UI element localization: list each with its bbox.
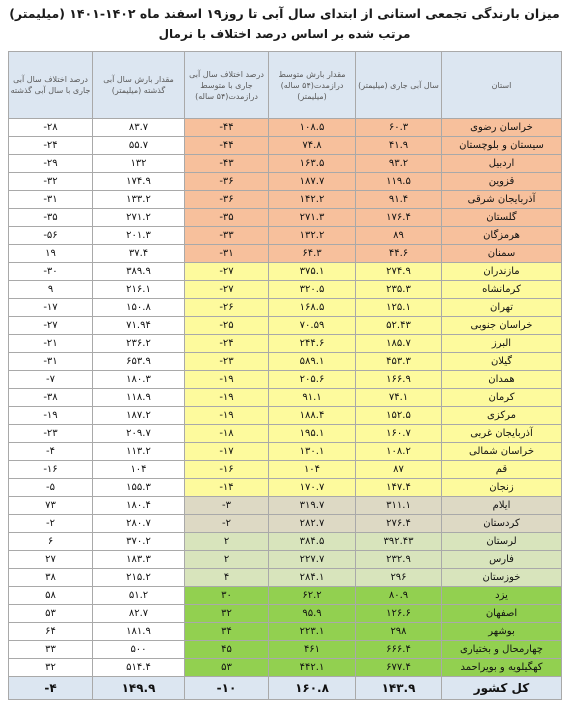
diff-normal-cell: -۲ [185,515,269,533]
diff-last-year-cell: -۲۸ [9,119,93,137]
header-current: سال آبی جاری (میلیمتر) [356,52,442,119]
province-cell: زنجان [442,479,562,497]
last-year-cell: ۱۰۴ [93,461,185,479]
normal-cell: ۵۸۹.۱ [269,353,356,371]
last-year-cell: ۳۸۹.۹ [93,263,185,281]
diff-last-year-cell: ۶۴ [9,623,93,641]
current-cell: ۱۰۸.۲ [356,443,442,461]
province-cell: اردبیل [442,155,562,173]
province-cell: کرمان [442,389,562,407]
province-cell: آذربایجان غربی [442,425,562,443]
header-diff-last-year: درصد اختلاف سال آبی جاری با سال آبی گذشته [9,52,93,119]
last-year-cell: ۶۵۳.۹ [93,353,185,371]
last-year-cell: ۲۰۹.۷ [93,425,185,443]
total-diff-normal-cell: -۱۰ [185,677,269,700]
current-cell: ۱۴۷.۴ [356,479,442,497]
diff-normal-cell: -۲۶ [185,299,269,317]
table-row [9,155,562,173]
last-year-cell: ۲۱۶.۱ [93,281,185,299]
province-cell: خراسان جنوبی [442,317,562,335]
table-row [9,587,562,605]
rainfall-table [8,51,562,700]
diff-last-year-cell: -۲ [9,515,93,533]
current-cell: ۱۶۶.۹ [356,371,442,389]
normal-cell: ۲۸۲.۷ [269,515,356,533]
diff-last-year-cell: ۶ [9,533,93,551]
last-year-cell: ۱۸۰.۳ [93,371,185,389]
diff-last-year-cell: ۱۹ [9,245,93,263]
table-row [9,497,562,515]
table-row [9,191,562,209]
province-cell: تهران [442,299,562,317]
last-year-cell: ۱۵۵.۳ [93,479,185,497]
last-year-cell: ۱۸۳.۳ [93,551,185,569]
current-cell: ۱۶۰.۷ [356,425,442,443]
normal-cell: ۱۸۷.۷ [269,173,356,191]
diff-normal-cell: -۱۷ [185,443,269,461]
current-cell: ۳۹۲.۴۳ [356,533,442,551]
table-row [9,335,562,353]
total-last-year-cell: ۱۴۹.۹ [93,677,185,700]
last-year-cell: ۱۷۴.۹ [93,173,185,191]
diff-last-year-cell: -۳۸ [9,389,93,407]
diff-normal-cell: -۴۴ [185,137,269,155]
table-row [9,479,562,497]
normal-cell: ۱۷۰.۷ [269,479,356,497]
table-row [9,407,562,425]
last-year-cell: ۱۸۰.۴ [93,497,185,515]
normal-cell: ۱۳۲.۲ [269,227,356,245]
normal-cell: ۱۶۳.۵ [269,155,356,173]
last-year-cell: ۳۷۰.۲ [93,533,185,551]
current-cell: ۷۴.۱ [356,389,442,407]
table-row [9,299,562,317]
total-diff-last-year-cell: -۴ [9,677,93,700]
diff-last-year-cell: ۹ [9,281,93,299]
current-cell: ۹۱.۴ [356,191,442,209]
diff-normal-cell: -۲۷ [185,281,269,299]
last-year-cell: ۵۰۰ [93,641,185,659]
diff-last-year-cell: -۱۹ [9,407,93,425]
diff-last-year-cell: ۷۳ [9,497,93,515]
table-row [9,605,562,623]
normal-cell: ۹۱.۱ [269,389,356,407]
current-cell: ۲۷۶.۴ [356,515,442,533]
province-cell: گیلان [442,353,562,371]
last-year-cell: ۱۸۱.۹ [93,623,185,641]
diff-normal-cell: -۴۴ [185,119,269,137]
diff-normal-cell: ۳۲ [185,605,269,623]
current-cell: ۱۱۹.۵ [356,173,442,191]
province-cell: اصفهان [442,605,562,623]
last-year-cell: ۱۳۳.۲ [93,191,185,209]
diff-last-year-cell: -۲۹ [9,155,93,173]
normal-cell: ۳۱۹.۷ [269,497,356,515]
normal-cell: ۳۲۰.۵ [269,281,356,299]
page-subtitle: مرتب شده بر اساس درصد اختلاف با نرمال [158,27,411,41]
diff-normal-cell: ۲ [185,533,269,551]
last-year-cell: ۵۱۴.۴ [93,659,185,677]
normal-cell: ۶۲.۲ [269,587,356,605]
table-row [9,371,562,389]
normal-cell: ۱۶۸.۵ [269,299,356,317]
diff-normal-cell: -۱۸ [185,425,269,443]
diff-last-year-cell: -۳۵ [9,209,93,227]
total-province-cell: کل کشور [442,677,562,700]
last-year-cell: ۱۵۰.۸ [93,299,185,317]
diff-normal-cell: ۳۰ [185,587,269,605]
table-row [9,263,562,281]
normal-cell: ۳۷۵.۱ [269,263,356,281]
diff-last-year-cell: -۷ [9,371,93,389]
diff-last-year-cell: -۲۳ [9,425,93,443]
diff-last-year-cell: -۲۱ [9,335,93,353]
last-year-cell: ۲۳۶.۲ [93,335,185,353]
normal-cell: ۱۸۸.۴ [269,407,356,425]
normal-cell: ۲۲۷.۷ [269,551,356,569]
diff-normal-cell: -۳۶ [185,173,269,191]
total-current-cell: ۱۴۳.۹ [356,677,442,700]
diff-normal-cell: ۴۵ [185,641,269,659]
last-year-cell: ۸۲.۷ [93,605,185,623]
province-cell: بوشهر [442,623,562,641]
current-cell: ۱۵۲.۵ [356,407,442,425]
table-row [9,533,562,551]
province-cell: کردستان [442,515,562,533]
diff-normal-cell: -۲۵ [185,317,269,335]
last-year-cell: ۲۱۵.۲ [93,569,185,587]
last-year-cell: ۵۱.۲ [93,587,185,605]
diff-last-year-cell: ۳۸ [9,569,93,587]
diff-last-year-cell: -۵ [9,479,93,497]
last-year-cell: ۸۳.۷ [93,119,185,137]
diff-normal-cell: -۲۳ [185,353,269,371]
current-cell: ۹۳.۲ [356,155,442,173]
province-cell: کرمانشاه [442,281,562,299]
current-cell: ۳۱۱.۱ [356,497,442,515]
diff-normal-cell: -۱۶ [185,461,269,479]
table-row [9,281,562,299]
table-row [9,659,562,677]
normal-cell: ۱۹۵.۱ [269,425,356,443]
current-cell: ۸۹ [356,227,442,245]
province-cell: یزد [442,587,562,605]
diff-normal-cell: -۳۵ [185,209,269,227]
header-province: استان [442,52,562,119]
current-cell: ۱۷۶.۴ [356,209,442,227]
current-cell: ۸۰.۹ [356,587,442,605]
normal-cell: ۲۸۴.۱ [269,569,356,587]
province-cell: خوزستان [442,569,562,587]
header-diff-normal: درصد اختلاف سال آبی جاری با متوسط درازمدت(۵۴ ساله) [185,52,269,119]
diff-last-year-cell: -۳۱ [9,191,93,209]
diff-last-year-cell: -۱۷ [9,299,93,317]
normal-cell: ۱۰۴ [269,461,356,479]
province-cell: مازندران [442,263,562,281]
current-cell: ۱۲۵.۱ [356,299,442,317]
diff-normal-cell: ۳۴ [185,623,269,641]
normal-cell: ۲۴۴.۶ [269,335,356,353]
total-row [9,677,562,700]
province-cell: خراسان رضوی [442,119,562,137]
last-year-cell: ۲۷۱.۲ [93,209,185,227]
province-cell: کهگیلویه و بویراحمد [442,659,562,677]
diff-normal-cell: -۱۹ [185,389,269,407]
diff-last-year-cell: -۳۰ [9,263,93,281]
current-cell: ۲۳۵.۳ [356,281,442,299]
province-cell: هرمزگان [442,227,562,245]
current-cell: ۴۱.۹ [356,137,442,155]
last-year-cell: ۱۸۷.۲ [93,407,185,425]
normal-cell: ۴۶۱ [269,641,356,659]
province-cell: آذربایجان شرقی [442,191,562,209]
diff-normal-cell: ۲ [185,551,269,569]
normal-cell: ۴۴۲.۱ [269,659,356,677]
normal-cell: ۶۴.۳ [269,245,356,263]
current-cell: ۱۸۵.۷ [356,335,442,353]
normal-cell: ۷۴.۸ [269,137,356,155]
diff-normal-cell: -۱۹ [185,407,269,425]
diff-last-year-cell: ۳۳ [9,641,93,659]
normal-cell: ۲۷۱.۳ [269,209,356,227]
table-row [9,119,562,137]
current-cell: ۵۲.۴۳ [356,317,442,335]
diff-last-year-cell: ۳۲ [9,659,93,677]
current-cell: ۶۰.۳ [356,119,442,137]
diff-last-year-cell: -۳۲ [9,173,93,191]
normal-cell: ۱۰۸.۵ [269,119,356,137]
table-header-row [9,52,562,119]
normal-cell: ۹۵.۹ [269,605,356,623]
diff-last-year-cell: -۲۴ [9,137,93,155]
table-row [9,425,562,443]
diff-normal-cell: ۴ [185,569,269,587]
header-normal: مقدار بارش متوسط درازمدت(۵۴ ساله) (میلیمتر) [269,52,356,119]
last-year-cell: ۵۵.۷ [93,137,185,155]
diff-last-year-cell: -۴ [9,443,93,461]
diff-normal-cell: -۳۳ [185,227,269,245]
diff-last-year-cell: -۵۶ [9,227,93,245]
table-row [9,461,562,479]
diff-normal-cell: -۱۹ [185,371,269,389]
diff-last-year-cell: ۲۷ [9,551,93,569]
current-cell: ۸۷ [356,461,442,479]
header-last-year: مقدار بارش سال آبی گذشته (میلیمتر) [93,52,185,119]
current-cell: ۱۲۶.۶ [356,605,442,623]
last-year-cell: ۷۱.۹۴ [93,317,185,335]
diff-normal-cell: -۴۳ [185,155,269,173]
province-cell: مرکزی [442,407,562,425]
province-cell: ایلام [442,497,562,515]
current-cell: ۲۹۸ [356,623,442,641]
page-title: میزان بارندگی تجمعی استانی از ابتدای سال آبی تا روز۱۹ اسفند ماه ۱۴۰۲-۱۴۰۱ (میلیمتر) [9,6,560,21]
table-row [9,137,562,155]
diff-normal-cell: -۱۴ [185,479,269,497]
table-row [9,515,562,533]
province-cell: چهارمحال و بختیاری [442,641,562,659]
last-year-cell: ۲۸۰.۷ [93,515,185,533]
diff-normal-cell: -۳۶ [185,191,269,209]
last-year-cell: ۳۷.۴ [93,245,185,263]
current-cell: ۲۳۲.۹ [356,551,442,569]
table-row [9,227,562,245]
province-cell: قم [442,461,562,479]
province-cell: فارس [442,551,562,569]
diff-normal-cell: ۵۳ [185,659,269,677]
province-cell: لرستان [442,533,562,551]
table-row [9,569,562,587]
current-cell: ۴۵۳.۳ [356,353,442,371]
province-cell: سیستان و بلوچستان [442,137,562,155]
last-year-cell: ۲۰۱.۳ [93,227,185,245]
normal-cell: ۲۲۳.۱ [269,623,356,641]
diff-last-year-cell: ۵۳ [9,605,93,623]
table-row [9,317,562,335]
normal-cell: ۷۰.۵۹ [269,317,356,335]
total-normal-cell: ۱۶۰.۸ [269,677,356,700]
current-cell: ۲۹۶ [356,569,442,587]
last-year-cell: ۱۳۲ [93,155,185,173]
diff-normal-cell: -۲۷ [185,263,269,281]
province-cell: البرز [442,335,562,353]
current-cell: ۴۴.۶ [356,245,442,263]
diff-last-year-cell: -۱۶ [9,461,93,479]
diff-last-year-cell: -۲۷ [9,317,93,335]
province-cell: سمنان [442,245,562,263]
table-row [9,173,562,191]
table-row [9,245,562,263]
diff-normal-cell: -۳ [185,497,269,515]
last-year-cell: ۱۱۸.۹ [93,389,185,407]
table-row [9,551,562,569]
current-cell: ۲۷۴.۹ [356,263,442,281]
diff-last-year-cell: ۵۸ [9,587,93,605]
diff-last-year-cell: -۳۱ [9,353,93,371]
current-cell: ۶۷۷.۴ [356,659,442,677]
diff-normal-cell: -۲۴ [185,335,269,353]
province-cell: گلستان [442,209,562,227]
normal-cell: ۱۳۰.۱ [269,443,356,461]
table-row [9,389,562,407]
province-cell: خراسان شمالی [442,443,562,461]
table-row [9,209,562,227]
last-year-cell: ۱۱۳.۲ [93,443,185,461]
table-row [9,641,562,659]
table-row [9,623,562,641]
current-cell: ۶۶۶.۴ [356,641,442,659]
province-cell: همدان [442,371,562,389]
table-body [9,119,562,700]
normal-cell: ۳۸۴.۵ [269,533,356,551]
normal-cell: ۲۰۵.۶ [269,371,356,389]
normal-cell: ۱۴۲.۲ [269,191,356,209]
table-row [9,443,562,461]
province-cell: قزوین [442,173,562,191]
table-row [9,353,562,371]
diff-normal-cell: -۳۱ [185,245,269,263]
